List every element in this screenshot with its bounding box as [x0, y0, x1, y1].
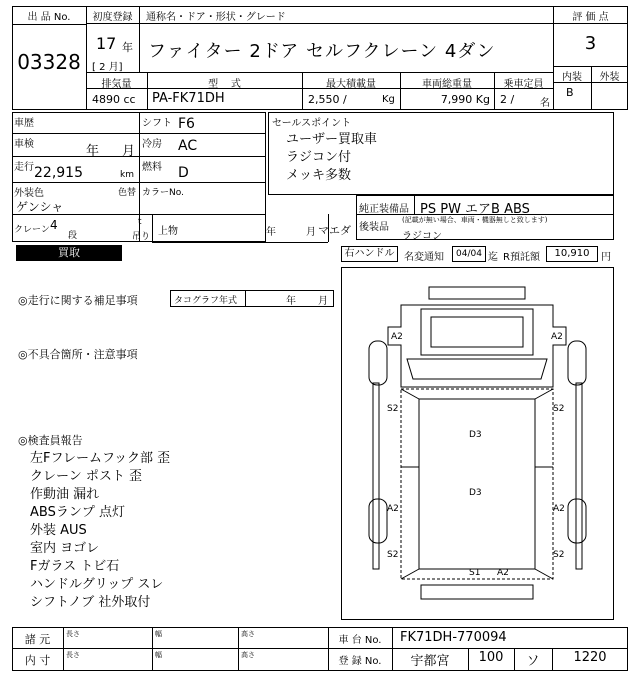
crane-t-unit: t	[138, 217, 142, 227]
reg-kana: ソ	[526, 654, 540, 669]
handle-box: 右ハンドル	[341, 246, 398, 262]
inspector-line-6: 室内 ヨゴレ	[30, 541, 100, 556]
mark-rear-left: A2	[387, 504, 399, 514]
gross-weight-label: 車両総重量	[422, 79, 472, 90]
shift-label: シフト	[142, 118, 172, 129]
history-label: 車歴	[14, 118, 34, 129]
mark-left-side-rear: S2	[387, 550, 399, 560]
model-title: ファイター 2ドア セルフクレーン 4ダン	[148, 41, 496, 62]
inspection-label: 車検	[14, 139, 34, 150]
aftermarket-label: 後装品	[359, 222, 389, 233]
recycle-label: R預託額	[503, 252, 540, 263]
ac-label: 冷房	[142, 139, 162, 150]
windshield	[407, 359, 547, 379]
displacement-value: 4890 cc	[92, 93, 136, 106]
lot-number: 03328	[17, 50, 81, 74]
capacity-label: 乗車定員	[503, 79, 544, 90]
model-code-label: 型 式	[208, 79, 241, 90]
lot-label: 出 品 No.	[27, 12, 71, 23]
inspector-line-5: 外装 AUS	[30, 523, 87, 538]
crane-steps: 4	[50, 218, 58, 232]
sales-point-3: メッキ多数	[286, 168, 352, 183]
inspector-line-9: シフトノブ 社外取付	[30, 595, 151, 610]
year-unit: 年	[122, 41, 133, 54]
rear-bumper	[421, 585, 533, 599]
crane-steps-unit: 段	[68, 231, 78, 241]
chassis-label: 車 台 No.	[338, 635, 382, 646]
mark-rear-corner: A2	[497, 568, 509, 578]
tachograph-label: タコグラフ年式	[174, 296, 238, 306]
defects-title: ◎不具合箇所・注意事項	[18, 348, 138, 361]
upper-label: 上物	[158, 226, 178, 237]
deadline-label: 迄	[488, 252, 498, 263]
reg-area: 宇都宮	[410, 654, 450, 669]
cab-roof	[421, 309, 533, 355]
length-label-2: 長さ	[66, 651, 80, 659]
grade-label: 評 価 点	[572, 12, 609, 23]
inspection-year-unit: 年	[86, 144, 100, 159]
max-load-value: 2,550 /	[308, 93, 347, 106]
height-label-2: 高さ	[241, 651, 255, 659]
max-load-label: 最大積載量	[326, 79, 376, 90]
inspector-line-4: ABSランプ 点灯	[30, 505, 125, 520]
max-load-unit: Kg	[382, 94, 395, 105]
inspector-line-1: 左Fフレームフック部 歪	[30, 451, 171, 466]
width-label-2: 幅	[155, 651, 162, 659]
cab-roof-marker	[429, 287, 525, 299]
mark-right-side-rear: S2	[553, 550, 565, 560]
reg-label: 登 録 No.	[338, 656, 382, 667]
upper-maker: マエダ	[318, 224, 351, 237]
first-reg-month: [ 2 月]	[92, 62, 123, 73]
std-equipment-value: PS PW エアB ABS	[420, 202, 530, 217]
upper-year-unit: 年	[266, 227, 276, 238]
inspector-line-7: Fガラス トビ石	[30, 559, 120, 574]
gross-weight-value: 7,990 Kg	[440, 93, 490, 106]
ext-color-value: ゲンシャ	[16, 200, 64, 214]
dims-label: 諸 元	[24, 633, 51, 646]
sales-point-1: ユーザー買取車	[286, 132, 378, 147]
capacity-value: 2 /	[500, 93, 515, 106]
first-reg-label: 初度登録	[92, 12, 133, 23]
first-reg-year: 17	[96, 34, 117, 53]
upper-month-unit: 月	[306, 227, 316, 238]
shift-value: F6	[178, 116, 195, 132]
exterior-label: 外装	[599, 72, 620, 83]
mark-right-side-front: S2	[553, 404, 565, 414]
inspector-line-3: 作動油 漏れ	[30, 487, 100, 502]
inspector-title: ◎検査員報告	[18, 434, 83, 447]
inspection-month-unit: 月	[122, 144, 136, 159]
grade-value: 3	[584, 33, 597, 54]
recycle-value: 10,910	[546, 246, 598, 262]
name-change-label: 名変通知	[404, 252, 444, 263]
recycle-unit: 円	[601, 252, 611, 263]
inspector-line-8: ハンドルグリップ スレ	[30, 577, 164, 592]
displacement-label: 排気量	[101, 79, 132, 90]
mark-left-side-front: S2	[387, 404, 399, 414]
model-code: PA-FK71DH	[152, 91, 225, 106]
mark-front-left: A2	[391, 332, 403, 342]
ac-value: AC	[178, 138, 198, 154]
color-no-label: カラーNo.	[142, 188, 184, 198]
truck-diagram	[341, 267, 614, 620]
chassis-number: FK71DH-770094	[400, 630, 507, 645]
model-title-label: 通称名・ドア・形状・グレード	[146, 12, 286, 23]
mark-rear-right: A2	[553, 504, 565, 514]
bed-inner	[419, 399, 535, 569]
mileage-value: 22,915	[34, 165, 83, 181]
capacity-unit: 名	[540, 98, 550, 109]
aftermarket-value: ラジコン	[402, 231, 442, 242]
mileage-unit: km	[120, 170, 134, 180]
tachograph-month-unit: 月	[318, 296, 328, 307]
name-change-value: 04/04	[452, 246, 486, 262]
bed-outline	[401, 389, 553, 579]
interior-label: 内装	[562, 72, 582, 83]
tachograph-year-unit: 年	[286, 296, 296, 307]
running-notes-title: ◎走行に関する補足事項	[18, 294, 138, 307]
height-label: 高さ	[241, 630, 255, 638]
crane-label: クレーン	[14, 225, 50, 235]
length-label: 長さ	[66, 630, 80, 638]
std-equipment-label: 純正装備品	[359, 204, 409, 215]
fuel-label: 燃料	[142, 162, 162, 173]
interior-dims-label: 内 寸	[24, 654, 51, 667]
ext-color-label: 外装色	[14, 188, 44, 199]
crane-lift-label: 吊り	[132, 232, 151, 242]
mileage-label: 走行	[14, 162, 34, 173]
mark-front-right: A2	[551, 332, 563, 342]
width-label: 幅	[155, 630, 162, 638]
color-change-label: 色替	[118, 188, 137, 198]
interior-grade: B	[566, 86, 574, 99]
inspector-line-2: クレーン ポスト 歪	[30, 469, 143, 484]
mark-rear-center: S1	[469, 568, 481, 578]
mark-bed-rear: D3	[469, 488, 482, 498]
reg-class: 100	[478, 650, 504, 665]
reg-number: 1220	[573, 650, 607, 665]
fuel-value: D	[178, 165, 189, 181]
aftermarket-note: (記載が無い場合、車両・機器無しと致します)	[402, 216, 548, 224]
sales-points-label: セールスポイント	[272, 118, 352, 129]
sales-point-2: ラジコン付	[286, 150, 352, 165]
mark-bed-front: D3	[469, 430, 482, 440]
purchase-bar: 買取	[16, 245, 122, 261]
